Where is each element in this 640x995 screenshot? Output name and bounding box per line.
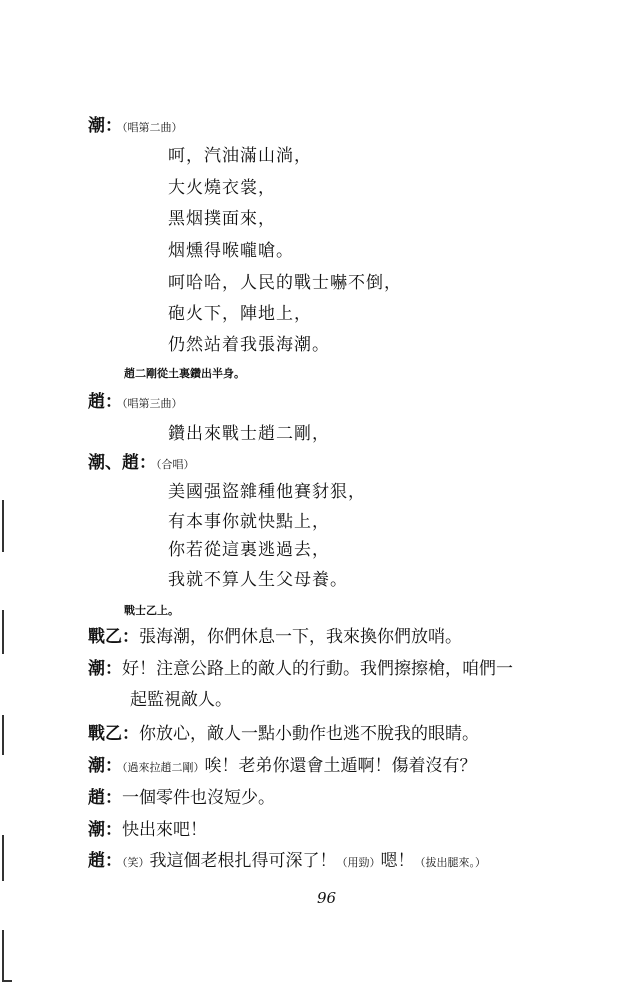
stage-direction: （拔出腿來。） (414, 856, 486, 869)
verse-line: 我就不算人生父母養。 (168, 570, 348, 590)
speaker-line (88, 822, 207, 839)
speaker-line (88, 661, 513, 678)
stage-direction: （用勁） (336, 856, 381, 869)
dialogue-text: 好！注意公路上的敵人的行動。我們擦擦槍，咱們一 (122, 659, 513, 679)
speaker-name: 趙： (88, 788, 122, 808)
speaker-line (88, 394, 183, 411)
scan-mark (2, 715, 4, 755)
stage-note: 趙二剛從土裏鑽出半身。 (124, 367, 245, 380)
dialogue-text: 一個零件也沒短少。 (122, 788, 275, 808)
verse-line: 呵，汽油滿山淌， (168, 146, 312, 166)
page-number: 96 (317, 889, 337, 907)
dialogue-text: 嗯！ (380, 851, 415, 871)
speaker-name: 潮： (88, 756, 122, 776)
dialogue-text: 我這個老根扎得可深了！ (149, 851, 337, 871)
speaker-name: 潮： (88, 820, 122, 840)
speaker-line (88, 758, 477, 775)
dialogue-text: 你放心，敵人一點小動作也逃不脫我的眼睛。 (139, 724, 479, 744)
stage-direction: （笑） (122, 856, 150, 869)
speaker-name: 戰乙： (88, 627, 139, 647)
stage-direction: （唱第二曲） (122, 121, 183, 134)
scan-mark (2, 930, 4, 982)
scan-mark (2, 500, 4, 552)
verse-line: 鑽出來戰士趙二剛， (168, 424, 330, 444)
scan-mark (2, 980, 12, 982)
speaker-name: 潮、趙： (88, 453, 156, 473)
stage-direction: （合唱） (156, 458, 195, 471)
verse-line: 大火燒衣裳， (168, 178, 276, 198)
stage-direction: （過來拉趙二剛） (122, 761, 205, 774)
verse-line: 有本事你就快點上， (168, 512, 330, 532)
verse-line: 烟燻得喉嚨嗆。 (168, 241, 294, 261)
dialogue-continuation: 起監視敵人。 (130, 690, 232, 710)
verse-line: 仍然站着我張海潮。 (168, 335, 330, 355)
speaker-line (88, 726, 479, 743)
speaker-line (88, 118, 183, 135)
scan-mark (2, 610, 4, 654)
speaker-line (88, 853, 486, 870)
speaker-name: 趙： (88, 392, 122, 412)
speaker-line (88, 790, 275, 807)
dialogue-text: 張海潮，你們休息一下，我來換你們放哨。 (139, 627, 462, 647)
dialogue-text: 快出來吧！ (122, 820, 207, 840)
stage-note: 戰士乙上。 (124, 604, 179, 617)
speaker-name: 潮： (88, 116, 122, 136)
verse-line: 黑烟撲面來， (168, 209, 276, 229)
speaker-line (88, 455, 195, 472)
verse-line: 美國强盜雜種他賽豺狠， (168, 482, 366, 502)
scan-mark (2, 835, 4, 881)
dialogue-text: 唉！老弟你還會土遁啊！傷着沒有？ (204, 756, 477, 776)
speaker-name: 趙： (88, 851, 122, 871)
speaker-name: 潮： (88, 659, 122, 679)
verse-line: 你若從這裏逃過去， (168, 540, 330, 560)
verse-line: 砲火下，陣地上， (168, 304, 312, 324)
speaker-line (88, 629, 462, 646)
speaker-name: 戰乙： (88, 724, 139, 744)
verse-line: 呵哈哈，人民的戰士嚇不倒， (168, 273, 402, 293)
stage-direction: （唱第三曲） (122, 397, 183, 410)
